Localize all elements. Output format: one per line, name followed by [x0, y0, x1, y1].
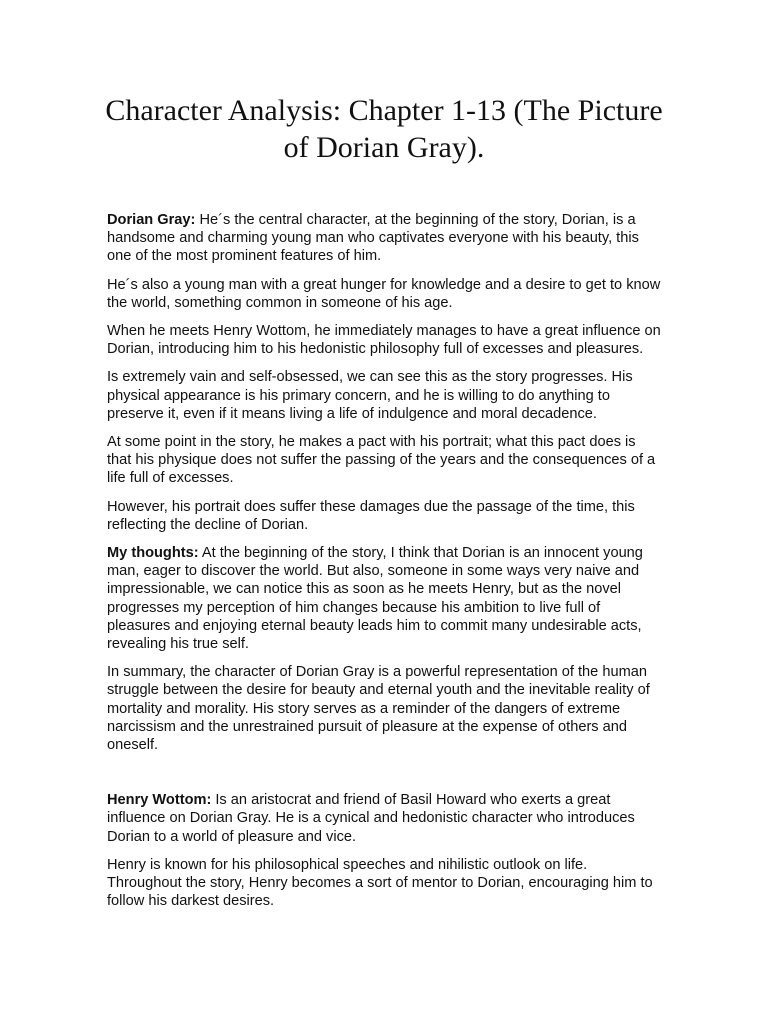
paragraph: [107, 276, 663, 312]
paragraph-lead: Henry Wottom:: [107, 792, 212, 809]
paragraph: [107, 663, 663, 754]
paragraph-text: Is an aristocrat and friend of Basil Howard who exerts a great influence on Dorian Gray. He is a cynical and hedonistic character who introduces Dorian to a world of pleasure and vice.: [107, 792, 635, 845]
paragraph: [107, 498, 663, 534]
paragraph-text: In summary, the character of Dorian Gray is a powerful representation of the human struggle between the desire for beauty and eternal youth and the inevitable reality of mortality and morality. His story serves as a reminder of the dangers of extreme narcissism and the unrestrained pursuit of pleasure at the expense of others and oneself.: [107, 664, 650, 754]
paragraph: [107, 433, 663, 488]
paragraph-text: However, his portrait does suffer these damages due the passage of the time, this reflecting the decline of Dorian.: [107, 498, 635, 533]
paragraph-text: At the beginning of the story, I think that Dorian is an innocent young man, eager to discover the world. But also, someone in some ways very naive and impressionable, we can notice this as soon as he meets Henry, but as the novel progresses my perception of him changes because his ambition to live full of pleasures and enjoying eternal beauty leads him to commit many undesirable acts, revealing his true self.: [107, 545, 643, 653]
paragraph-text: Henry is known for his philosophical speeches and nihilistic outlook on life. Throughout the story, Henry becomes a sort of mentor to Dorian, encouraging him to follow his darkest desires.: [107, 856, 653, 910]
paragraph-henry-intro: [107, 791, 663, 846]
paragraph: [107, 368, 663, 423]
paragraph-text: At some point in the story, he makes a pact with his portrait; what this pact does is that his physique does not suffer the passing of the years and the consequences of a life full of excesses.: [107, 434, 656, 487]
paragraph-dorian-intro: [107, 211, 663, 266]
document-body: [107, 211, 663, 921]
paragraph: [107, 856, 663, 911]
paragraph-text: Is extremely vain and self-obsessed, we can see this as the story progresses. His physical appearance is his primary concern, and he is willing to do anything to preserve it, even if it means living a life of indulgence and moral decadence.: [107, 369, 633, 422]
paragraph-text: He´s also a young man with a great hunger for knowledge and a desire to get to know the world, something common in someone of his age.: [107, 276, 661, 311]
paragraph-text: He´s the central character, at the beginning of the story, Dorian, is a handsome and charming young man who captivates everyone with his beauty, this one of the most prominent features of him.: [107, 212, 639, 265]
paragraph-lead: My thoughts:: [107, 545, 199, 562]
paragraph-lead: Dorian Gray:: [107, 212, 196, 228]
paragraph-my-thoughts: [107, 544, 663, 653]
paragraph: [107, 322, 663, 358]
paragraph-text: When he meets Henry Wottom, he immediately manages to have a great influence on Dorian, introducing him to his hedonistic philosophy full of excesses and pleasures.: [107, 323, 661, 358]
document-title: Character Analysis: Chapter 1-13 (The Picture of Dorian Gray).: [105, 94, 663, 164]
